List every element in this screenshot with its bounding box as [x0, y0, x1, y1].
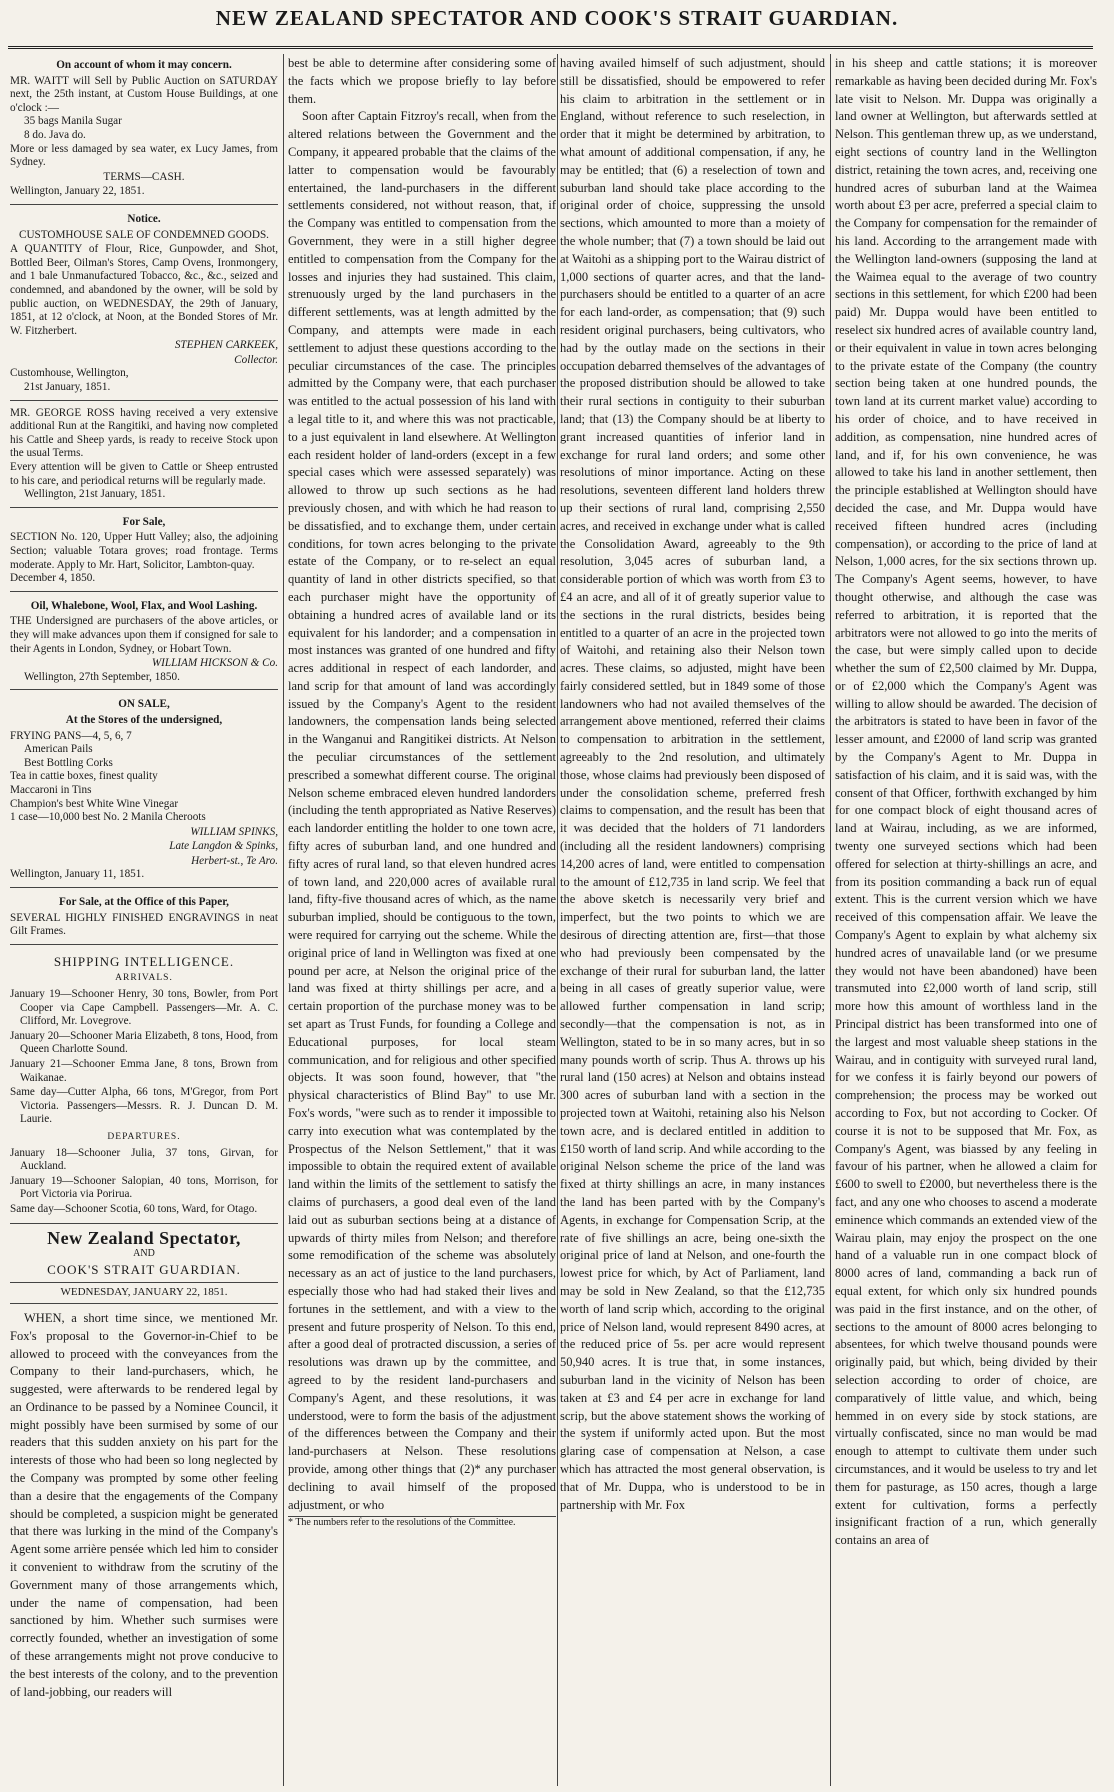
ad-title: ON SALE,	[118, 698, 170, 711]
departures-label: DEPARTURES.	[107, 1131, 181, 1142]
ad-title: Oil, Whalebone, Wool, Flax, and Wool Lashing.	[30, 599, 258, 612]
ad-signature-role: Collector.	[234, 353, 278, 366]
article-part-3	[560, 55, 825, 1514]
ad-line: Best Bottling Corks	[24, 756, 113, 769]
ad-date: Wellington, 21st January, 1851.	[24, 488, 166, 501]
column-2	[288, 55, 556, 1784]
arrivals-label: ARRIVALS.	[115, 973, 173, 984]
ad-line: Maccaroni in Tins	[10, 783, 92, 796]
ad-body: THE Undersigned are purchasers of the above articles, or they will make advances upon them if consigned for sale to their Agents in London, Sydney, or Hobart Town.	[10, 615, 278, 655]
shipping-title: SHIPPING INTELLIGENCE.	[53, 953, 235, 969]
article-part-1	[10, 1310, 278, 1702]
ad-customhouse	[10, 209, 278, 401]
ad-oil-whalebone	[10, 596, 278, 691]
ad-title: Notice.	[127, 212, 161, 225]
ad-body: A QUANTITY of Flour, Rice, Gunpowder, and Shot, Bottled Beer, Oilman's Stores, Camp Ovens, Ironmongery, and 1 bale Unmanufactured Tobacco, &c., &c., seized and condemned, and abandoned by the owner, will be sold by public auction, on WEDNESDAY, the 29th of January, 1851, at 12 o'clock, at Noon, at the Bonded Stores of Mr. W. Fitzherbert.	[10, 243, 278, 337]
ad-signature: Late Langdon & Spinks,	[169, 840, 278, 853]
ad-body: MR. GEORGE ROSS having received a very extensive additional Run at the Rangitiki, and having now completed his Cattle and Sheep yards, is ready to receive Stock upon the usual Terms.	[10, 406, 278, 460]
column-1	[10, 55, 278, 1784]
arrival-entry: January 19—Schooner Henry, 30 tons, Bowler, from Port Cooper via Cape Campbell. Passengers—Mr. A. C. Clifford, Mr. Lovegrove.	[10, 988, 278, 1028]
ad-signature: WILLIAM SPINKS,	[190, 825, 278, 838]
article-part-2	[288, 55, 556, 1529]
ad-date: December 4, 1850.	[10, 572, 96, 585]
ad-subtitle: CUSTOMHOUSE SALE OF CONDEMNED GOODS.	[19, 228, 269, 241]
ad-signature: Herbert-st., Te Aro.	[191, 854, 278, 867]
ad-line: Champion's best White Wine Vinegar	[10, 797, 179, 810]
ad-line: MR. WAITT will Sell by Public Auction on SATURDAY next, the 25th instant, at Custom House Buildings, at one o'clock :—	[10, 74, 278, 114]
ad-subtitle: At the Stores of the undersigned,	[65, 713, 223, 726]
editorial-and: AND	[133, 1248, 155, 1260]
ad-signature: STEPHEN CARKEEK,	[174, 339, 278, 352]
masthead: NEW ZEALAND SPECTATOR AND COOK'S STRAIT GUARDIAN.	[215, 6, 899, 30]
ad-title: On account of whom it may concern.	[56, 59, 232, 71]
ad-for-sale-section	[10, 512, 278, 592]
editorial-masthead: New Zealand Spectator,	[47, 1227, 241, 1248]
ad-terms: TERMS—CASH.	[103, 170, 185, 183]
departure-entry: January 18—Schooner Julia, 37 tons, Girvan, for Auckland.	[10, 1146, 278, 1173]
column-4	[835, 55, 1097, 1784]
editorial-subtitle: COOK'S STRAIT GUARDIAN.	[47, 1261, 241, 1277]
ad-waitt	[10, 55, 278, 205]
ad-body: SEVERAL HIGHLY FINISHED ENGRAVINGS in neat Gilt Frames.	[10, 911, 278, 938]
ad-on-sale	[10, 694, 278, 888]
ad-line: Tea in cattie boxes, finest quality	[10, 770, 158, 783]
ad-date: 21st January, 1851.	[24, 381, 111, 394]
ad-line: 1 case—10,000 best No. 2 Manila Cheroots	[10, 811, 206, 824]
departure-entry: January 19—Schooner Salopian, 40 tons, Morrison, for Port Victoria via Porirua.	[10, 1174, 278, 1201]
article-paragraph: WHEN, a short time since, we mentioned Mr. Fox's proposal to the Governor-in-Chief to be allowed to proceed with the conveyances from the Company to their land-purchasers, which, he suggested, were afterwards to be rendered legal by an Ordinance to be passed by a Nominee Council, it might possibly have been surmised by some of our readers that this sudden anxiety on his part for the interests of those who had been so long neglected by the Company was prompted by some other feeling than a desire that the engagements of the Company should be completed, a suspicion might be generated that there was lurking in the mind of the Company's Agent some arrière pensée which led him to consider it convenient to withdraw from the scrutiny of the Government many of those arrangements which, under the name of compensation, had been sanctioned by him. Whether such surmises were correctly founded, whether an investigation of some of these arrangements might not prove conducive to the best interests of the colony, and to the prevention of land-jobbing, our readers will	[10, 1310, 278, 1699]
departure-entry: Same day—Schooner Scotia, 60 tons, Ward, for Otago.	[10, 1202, 258, 1215]
ad-line: 8 do. Java do.	[24, 128, 86, 141]
column-rule	[557, 54, 558, 1786]
ad-title: For Sale, at the Office of this Paper,	[59, 896, 229, 909]
article-paragraph: having availed himself of such adjustment, should still be dissatisfied, should be empowered to refer his claim to arbitration in the settlement or in England, without reference to such reselection, in order that it might be determined by arbitration, to what amount of additional compensation, if any, he may be entitled; that (6) a reselection of town and suburban land should take place according to the original order of choice, suppressing the unsold sections, which amounted to more than a moiety of the whole number; that (7) a town should be laid out at Waitohi as a shipping port to the Wairau district of 1,000 sections of quarter acres, and that the land-purchasers should be entitled to a quarter of an acre for each land-order, as compensation; that (9) such resident original purchasers, being cultivators, who had by the outlay made on the sections in their occupation debarred themselves of the advantages of the proposed distribution should be allowed to take their rural sections in contiguity to their suburban land; that (13) the Company should be at liberty to grant increased quantities of inferior land in exchange for rural land orders; and some other resolutions of minor importance. Acting on these resolutions, seventeen different land holders threw up their sections of rural land, comprising 2,550 acres, and received in exchange under what is called the Consolidation Award, agreeably to the 9th resolution, 3,045 acres of suburban land, a considerable portion of which was worth from £3 to £4 an acre, and all of it of greatly superior value to the sections in the rural districts, besides being entitled to a quarter of an acre in the projected town of Waitohi, and retaining also their Nelson town acres. These claims, so adjusted, might have been fairly considered settled, but in 1849 some of those landowners who had not availed themselves of the arrangement above mentioned, referred their claims to compensation to arbitration in the settlement, agreeably to the 2nd resolution, and ultimately those, whose claims had previously been disposed of under the consolidation scheme, preferred fresh claims to compensation, and the result has been that it was decided that the holders of 71 landorders (including all the resident landowners) comprising 14,200 acres of land, were entitled to compensation to the amount of £12,735 in land scrip. We feel that the above sketch is necessarily very brief and imperfect, but the two points to which we are desirous of directing attention are, first—that those who had previously been compensated by the exchange of their rural for suburban land, the latter being in all cases of greatly superior value, were allowed further compensation in land scrip; secondly—that the compensation is not, as in Wellington, stated to be in so many acres, but in so many pounds worth of scrip. Thus A. throws up his rural land (150 acres) at Nelson and obtains instead 300 acres of suburban land with a section in the projected town at Waitohi, retaining also his Nelson town acre, and is declared entitled in addition to £150 worth of land scrip. And while according to the original Nelson scheme the price of the land was fixed at thirty shillings an acre, in many instances the land has been parted with by the Company's Agents, in exchange for Compensation Scrip, at the rate of five shillings an acre, being one-sixth the original price of land at Nelson, and one-fourth the lowest price for which, by Act of Parliament, land may be sold in New Zealand, so that the £12,735 worth of land scrip which, according to the original price of Nelson land, would represent 8490 acres, at the reduced price of 5s. per acre would represent 50,940 acres. It is true that, in some instances, suburban land in the vicinity of Nelson has been taken at £3 and £4 per acre in exchange for land scrip, but the above statement shows the working of the system if uniformly acted upon. But the most glaring case of compensation at Nelson, a case which has attracted the most general observation, is that of Mr. Duppa, who is understood to be in partnership with Mr. Fox	[560, 56, 825, 1512]
article-paragraph: best be able to determine after considering some of the facts which we propose briefly to lay before them.	[288, 56, 556, 106]
ad-ross	[10, 405, 278, 508]
article-part-4	[835, 55, 1097, 1550]
article-paragraph: Soon after Captain Fitzroy's recall, when from the altered relations between the Government and the Company, it appeared probable that the claims of the latter to compensation would be favourably entertained, the land-purchasers in the different settlements considered, not without reason, that, if the Company was entitled to compensation from the Government, they were in a still higher degree entitled to compensation from the Company for the losses and injuries they had sustained. This claim, strenuously urged by the land purchasers in the different settlements, was at length admitted by the Company, and attempts were made in each settlement to adjust these questions according to the peculiar circumstances of the case. The principles admitted by the Company were, that each purchaser was entitled to the actual possession of his land with a legal title to it, and where this was not practicable, to a just equivalent in land elsewhere. At Wellington each resident holder of land-orders (except in a few special cases which were assessed separately) was allowed to throw up such sections as he had previously chosen, and with which he had reason to be dissatisfied, and to exchange them, under certain conditions, for town acres belonging to the private estate of the Company, or to re-select an equal quantity of land in other districts specified, so that each purchaser might have the opportunity of obtaining a hundred acres of available land or its equivalent for his landorder; and a compensation in most instances was granted of one hundred and fifty acres additional in respect of each landorder, and land scrip for that amount of land was accordingly issued by the Company's Agent to the resident landowners, the compensation lands being selected in the Wanganui and Rangitikei districts. At Nelson the peculiar circumstances of the settlement prescribed a somewhat different course. The original Nelson scheme embraced eleven hundred landorders (including the tenth appropriated as Native Reserves) each landorder entitling the holder to one town acre, fifty acres of suburban land, and one hundred and fifty acres of rural land, so that eleven hundred acres of town land, and 220,000 acres of available rural land, fifty-five thousand acres of which, as the name suburban implied, should be contiguous to the town, were required for carrying out the scheme. While the original price of land in Wellington was fixed at one pound per acre, at Nelson the original price of the land was fixed at thirty shillings per acre, and a certain proportion of the purchase money was to be set apart as Trust Funds, for founding a College and Educational purposes, for local steam communication, and for religious and other specified objects. It was soon found, however, that "the physical characteristics of Blind Bay" to use Mr. Fox's words, "were such as to render it impossible to carry into execution what was contemplated by the Prospectus of the Nelson Settlement," that it was impossible to obtain the required extent of available land within the limits of the settlement to satisfy the claims of purchasers, a good deal even of the land laid out as suburban sections being at a distance of upwards of thirty miles from Nelson; and therefore some remodification of the scheme was absolutely necessary as an act of justice to the land purchasers, especially those who had had staked their lives and fortunes in the settlement, and with a view to the present and future prosperity of Nelson. To this end, after a good deal of protracted discussion, a series of resolutions was drawn up by the committee, and agreed to by the resident land-purchasers and Company's Agent, and these resolutions, it was understood, were to form the basis of the adjustment of the differences between the Company and their land-purchasers at Nelson. These resolutions provide, among other things that (2)* any purchaser declining to avail himself of the proposed adjustment, or who	[288, 109, 556, 1512]
ad-line: FRYING PANS—4, 5, 6, 7	[10, 729, 132, 742]
arrival-entry: January 21—Schooner Emma Jane, 8 tons, Brown from Waikanae.	[10, 1058, 278, 1084]
ad-place: Customhouse, Wellington,	[10, 367, 129, 380]
ad-engravings	[10, 892, 278, 945]
column-3	[560, 55, 825, 1784]
footnote: * The numbers refer to the resolutions of the Committee.	[288, 1516, 556, 1529]
column-rule	[830, 54, 831, 1786]
ad-line: More or less damaged by sea water, ex Lucy James, from Sydney.	[10, 142, 278, 169]
ad-date: Wellington, January 11, 1851.	[10, 868, 145, 881]
shipping-intelligence	[10, 949, 278, 1224]
arrival-entry: Same day—Cutter Alpha, 66 tons, M'Gregor, from Port Victoria. Passengers—Messrs. R. J. Duncan D. M. Laurie.	[10, 1086, 278, 1126]
column-rule	[283, 54, 284, 1786]
ad-date: Wellington, January 22, 1851.	[10, 185, 145, 198]
arrival-entry: January 20—Schooner Maria Elizabeth, 8 tons, Hood, from Queen Charlotte Sound.	[10, 1029, 278, 1056]
article-paragraph: in his sheep and cattle stations; it is moreover remarkable as having been decided during Mr. Fox's late visit to Nelson. Mr. Duppa was originally a land owner at Wellington, but afterwards settled at Nelson. This gentleman threw up, as we understand, eight sections of country land in the Wellington district, retaining the town acres, and, receiving one hundred acres of suburban land at the Waimea worth about £3 per acre, preferred a special claim to the Company for compensation for the remainder of his land. According to the arrangement made with the Wellington land-owners (supposing the land at the Waimea equal to the average of two country sections in this settlement, for which £200 had been paid) Mr. Duppa would have been entitled to reselect six hundred acres of available country land, or their equivalent in value in town acres belonging to the private estate of the Company (the country section being taken at one hundred pounds, the town land at its current market value) according to his order of choice, and to have received in addition, as compensation, nine hundred acres of land, and if, for his own convenience, he was allowed to take his land in another settlement, then the principle established at Wellington should have decided the case, and Mr. Duppa would have received fifteen hundred acres (including compensation), or according to the price of land at Nelson, 1,000 acres, for the six sections thrown up. The Company's Agent seems, however, to have thought otherwise, and although the case was referred to arbitration, it is reported that the arbitrators were not allowed to go into the merits of the case, but were simply called upon to decide whether the sum of £2,500 claimed by Mr. Duppa, or of £2,000 which the Company's Agent was willing to allow should be awarded. The decision of the arbitrators is stated to have been in favor of the lesser amount, and £2000 of land scrip was granted by the Company's Agent to Mr. Duppa in satisfaction of his claim, and it is said was, with the consent of that Officer, forthwith exchanged by him for one compact block of eight thousand acres of land at Wairau, including, as we are informed, twenty one surveyed sections which had been offered for selection at thirty-shillings an acre, and from its position commanding a back run of equal extent. This is the current version which we have received of this compensation affair. We leave the Company's Agent to explain by what alchemy six hundred acres of unavailable land (or we presume they would not have been abandoned) have been transmuted into £2,000 worth of land scrip, still more how this amount of worthless land in the Principal district has been transformed into one of the largest and most valuable sheep stations in the Wairau, and in contiguity with surveyed rural land, for we confess it is fairly beyond our powers of comprehension; the process may be worked out according to Fox, but not according to Cocker. Of course it is not to be supposed that Mr. Fox, as Company's Agent, was biassed by any feeling in favour of his partner, when he allowed a claim for £600 to swell to £2000, but nevertheless there is the fact, and any one who chooses to ascend a moderate eminence which commands an extended view of the Wairau plain, may enjoy the prospect on the one hand of a valuable run in one compact block of 8000 acres of land, commanding a back run of equal extent, for which only six hundred pounds was paid in the first instance, and on the other, of sections to the amount of 8000 acres belonging to absentees, for which twelve thousand pounds were originally paid, but which, being divided by their selection according to order of choice, are comparatively of little value, and which, being hemmed in on every side by stock stations, are virtually confiscated, since no man would be mad enough to attempt to cultivate them under such circumstances, and it would be useless to try and let them for pasturage, as 150 acres, though a large extent for cultivation, forms a perfectly insignificant fraction of a run, which generally contains an area of	[835, 56, 1097, 1548]
ad-body: SECTION No. 120, Upper Hutt Valley; also, the adjoining Section; valuable Totara groves; road frontage. Terms moderate. Apply to Mr. Hart, Solicitor, Lambton-quay.	[10, 531, 278, 571]
ad-body: Every attention will be given to Cattle or Sheep entrusted to his care, and periodical returns will be regularly made.	[10, 461, 278, 487]
editorial-date: WEDNESDAY, JANUARY 22, 1851.	[10, 1282, 278, 1304]
ad-title: For Sale,	[122, 515, 166, 528]
ad-signature: WILLIAM HICKSON & Co.	[151, 657, 278, 670]
ad-line: 35 bags Manila Sugar	[24, 115, 122, 128]
masthead-rule	[8, 46, 1093, 49]
ad-date: Wellington, 27th September, 1850.	[24, 670, 180, 683]
ad-line: American Pails	[24, 743, 93, 756]
